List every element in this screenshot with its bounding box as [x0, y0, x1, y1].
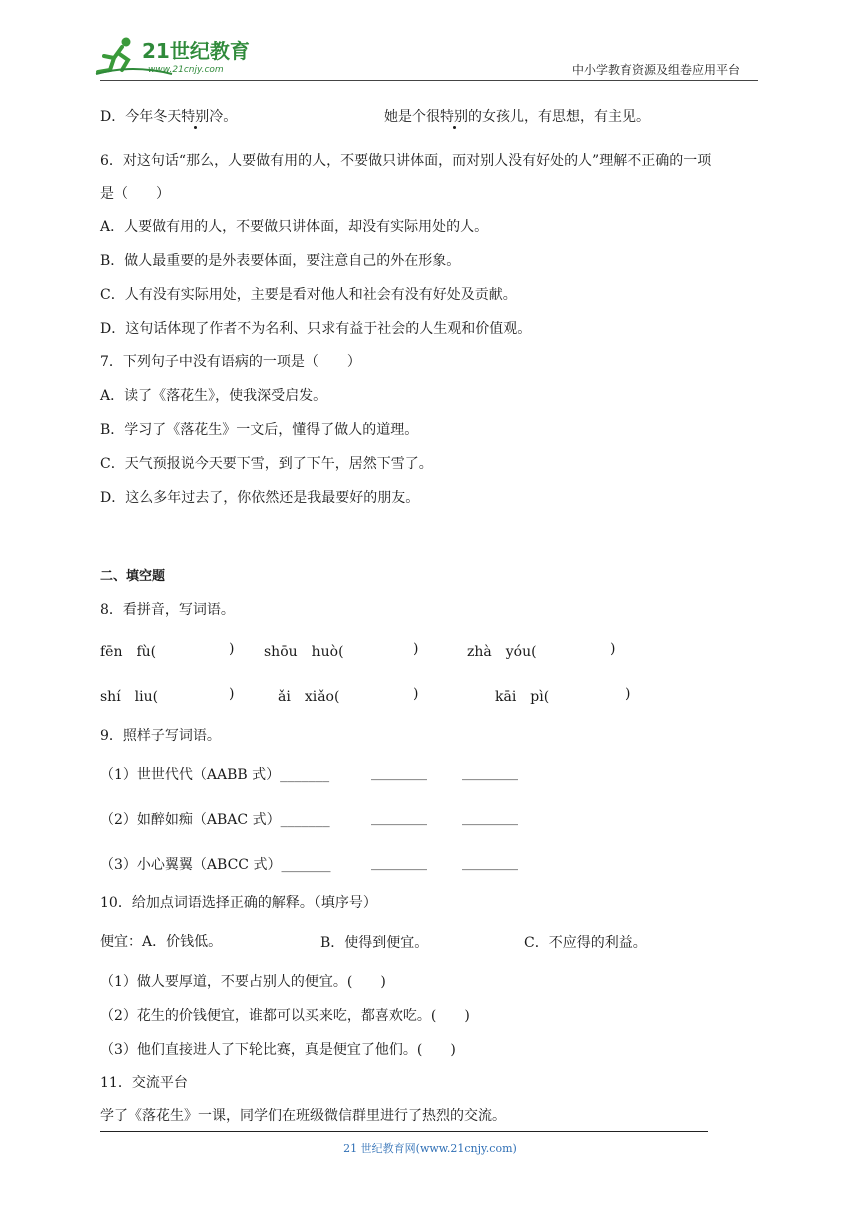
- q5d-text-b2: 的女孩儿，有思想，有主见。: [468, 109, 650, 125]
- q10-item-2: （2）花生的价钱便宜，谁都可以买来吃，都喜欢吃。( ): [100, 1008, 470, 1024]
- q8-close-6: ): [625, 686, 631, 702]
- q7-stem: 7．下列句子中没有语病的一项是（ ）: [100, 354, 361, 370]
- header-platform-text: 中小学教育资源及组卷应用平台: [572, 63, 741, 77]
- q8-pinyin-6: kāi pì(: [495, 689, 550, 705]
- q9-blank-2b: ________: [371, 810, 427, 826]
- q6-option-b: B．做人最重要的是外表要体面，要注意自己的外在形象。: [100, 253, 461, 269]
- q9-blank-1c: ________: [462, 765, 518, 781]
- q10-item-1: （1）做人要厚道，不要占别人的便宜。( ): [100, 974, 386, 990]
- q9-stem: 9．照样子写词语。: [100, 728, 221, 744]
- q5d-dotted-word-a: 特别: [181, 109, 210, 125]
- q5d-text-b1: 她是个很: [384, 109, 440, 125]
- q6-option-d: D．这句话体现了作者不为名利、只求有益于社会的人生观和价值观。: [100, 321, 532, 337]
- q9-blank-3c: ________: [462, 855, 518, 871]
- q6-stem-line2: 是（ ）: [100, 186, 170, 202]
- q8-pinyin-1: fēn fù(: [100, 644, 157, 660]
- q7-option-c: C．天气预报说今天要下雪，到了下午，居然下雪了。: [100, 456, 433, 472]
- q5d-text-a2: 冷。: [209, 109, 238, 125]
- section-title: 二、填空题: [100, 569, 166, 584]
- q8-close-3: ): [610, 641, 616, 657]
- footer-text[interactable]: 21 世纪教育网(www.21cnjy.com): [343, 1142, 517, 1155]
- q8-pinyin-4: shí liu(: [100, 689, 159, 705]
- site-logo: [92, 34, 262, 78]
- q9-item-2: （2）如醉如痴（ABAC 式）_______: [100, 812, 330, 828]
- footer-divider: [100, 1131, 708, 1132]
- q7-option-a: A．读了《落花生》，使我深受启发。: [100, 388, 328, 404]
- q8-pinyin-5: ǎi xiǎo(: [278, 689, 340, 705]
- q7-option-d: D．这么多年过去了，你依然还是我最要好的朋友。: [100, 490, 420, 506]
- q6-option-c: C．人有没有实际用处，主要是看对他人和社会有没有好处及贡献。: [100, 287, 517, 303]
- q9-blank-1b: ________: [371, 765, 427, 781]
- header-divider: [100, 80, 758, 81]
- q9-blank-2c: ________: [462, 810, 518, 826]
- q10-def-b: B．使得到便宜。: [320, 935, 429, 951]
- q8-close-2: ): [413, 641, 419, 657]
- logo-url: www.21cnjy.com: [148, 65, 224, 75]
- q9-item-1: （1）世世代代（AABB 式）_______: [100, 767, 330, 783]
- q9-item-3: （3）小心翼翼（ABCC 式）_______: [100, 857, 331, 873]
- q11-stem: 11．交流平台: [100, 1075, 188, 1091]
- q8-pinyin-3: zhà yóu(: [467, 644, 537, 660]
- q9-blank-3b: ________: [371, 855, 427, 871]
- q5d-dotted-word-b: 特别: [440, 109, 468, 125]
- q10-def-a: 便宜：A．价钱低。: [100, 934, 223, 950]
- q8-pinyin-2: shōu huò(: [264, 644, 344, 660]
- q10-item-3: （3）他们直接进人了下轮比赛，真是便宜了他们。( ): [100, 1042, 456, 1058]
- q8-close-1: ): [229, 641, 235, 657]
- q7-option-b: B．学习了《落花生》一文后，懂得了做人的道理。: [100, 422, 419, 438]
- q6-option-a: A．人要做有用的人，不要做只讲体面，却没有实际用处的人。: [100, 219, 489, 235]
- q5-option-d: [100, 107, 237, 127]
- q11-text: 学了《落花生》一课，同学们在班级微信群里进行了热烈的交流。: [100, 1108, 506, 1124]
- q8-close-4: ): [229, 686, 235, 702]
- q10-stem: 10．给加点词语选择正确的解释。（填序号）: [100, 895, 377, 911]
- q5-option-d-second: [384, 107, 650, 127]
- logo-text: 21世纪教育: [142, 39, 250, 63]
- q6-stem-line1: 6．对这句话“那么，人要做有用的人，不要做只讲体面，而对别人没有好处的人”理解不正确的一项: [100, 153, 712, 169]
- q10-def-c: C．不应得的利益。: [524, 935, 647, 951]
- q8-stem: 8．看拼音，写词语。: [100, 602, 235, 618]
- q8-close-5: ): [413, 686, 419, 702]
- q5d-text-a1: D．今年冬天: [100, 109, 182, 125]
